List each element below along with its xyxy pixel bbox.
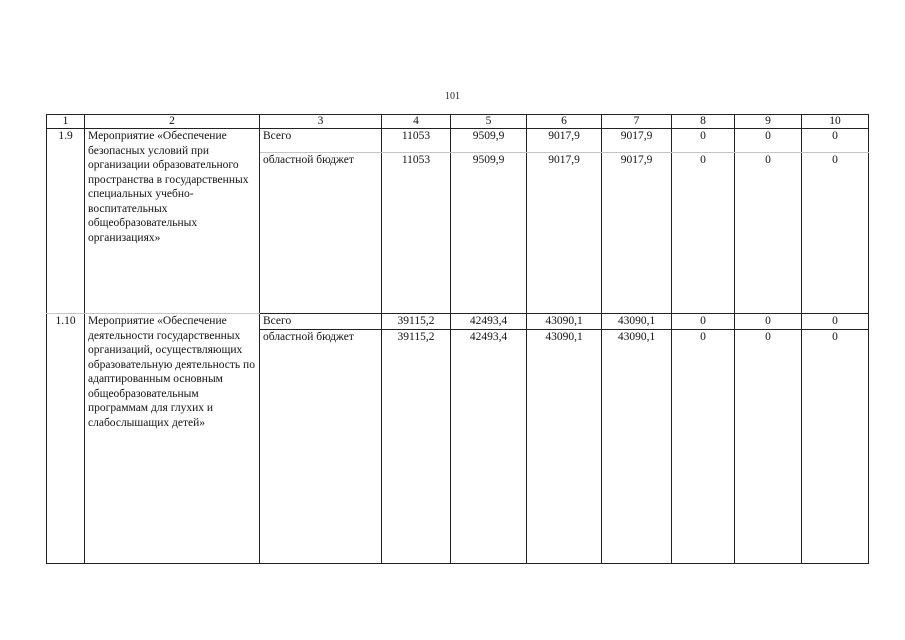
table-cell: 42493,4 <box>451 330 527 564</box>
col-header: 10 <box>802 115 869 129</box>
funding-source: областной бюджет <box>260 330 382 564</box>
table-cell: 9017,9 <box>527 129 602 153</box>
table-cell: 9509,9 <box>451 153 527 314</box>
table-cell: 0 <box>735 129 802 153</box>
table-cell: 0 <box>802 314 869 330</box>
page-number: 101 <box>445 91 460 102</box>
table-cell: 43090,1 <box>527 314 602 330</box>
table-cell: 9017,9 <box>602 153 672 314</box>
funding-source: областной бюджет <box>260 153 382 314</box>
row-description: Мероприятие «Обеспечение деятельности государственных организаций, осуществляющих образовательную деятельность по адаптированным основным общеобразовательным программам для глухих и слабослышащих детей» <box>85 314 260 564</box>
col-header: 4 <box>382 115 451 129</box>
col-header: 2 <box>85 115 260 129</box>
col-header: 5 <box>451 115 527 129</box>
table-cell: 43090,1 <box>527 330 602 564</box>
table-cell: 0 <box>802 129 869 153</box>
funding-source: Всего <box>260 314 382 330</box>
col-header: 8 <box>672 115 735 129</box>
table-cell: 43090,1 <box>602 330 672 564</box>
table-cell: 11053 <box>382 129 451 153</box>
table-cell: 0 <box>735 330 802 564</box>
table-cell: 9017,9 <box>527 153 602 314</box>
table-cell: 0 <box>802 330 869 564</box>
table-cell: 11053 <box>382 153 451 314</box>
col-header: 1 <box>47 115 85 129</box>
header-row <box>47 115 869 129</box>
table-cell: 43090,1 <box>602 314 672 330</box>
table-cell: 39115,2 <box>382 330 451 564</box>
table-cell: 0 <box>802 153 869 314</box>
table-cell: 39115,2 <box>382 314 451 330</box>
col-header: 6 <box>527 115 602 129</box>
col-header: 9 <box>735 115 802 129</box>
table-cell: 0 <box>672 129 735 153</box>
table-row <box>47 129 869 153</box>
table-cell: 42493,4 <box>451 314 527 330</box>
table-cell: 0 <box>672 330 735 564</box>
table-cell: 0 <box>735 153 802 314</box>
table-cell: 0 <box>735 314 802 330</box>
funding-source: Всего <box>260 129 382 153</box>
table-cell: 9509,9 <box>451 129 527 153</box>
table-cell: 0 <box>672 314 735 330</box>
row-description: Мероприятие «Обеспечение безопасных условий при организации образовательного пространства в государственных специальных учебно-воспитательных общеобразовательных организациях» <box>85 129 260 314</box>
row-number: 1.10 <box>47 314 85 564</box>
table-cell: 0 <box>672 153 735 314</box>
col-header: 3 <box>260 115 382 129</box>
budget-table <box>46 114 869 564</box>
col-header: 7 <box>602 115 672 129</box>
row-number: 1.9 <box>47 129 85 314</box>
table-cell: 9017,9 <box>602 129 672 153</box>
table-row <box>47 314 869 330</box>
